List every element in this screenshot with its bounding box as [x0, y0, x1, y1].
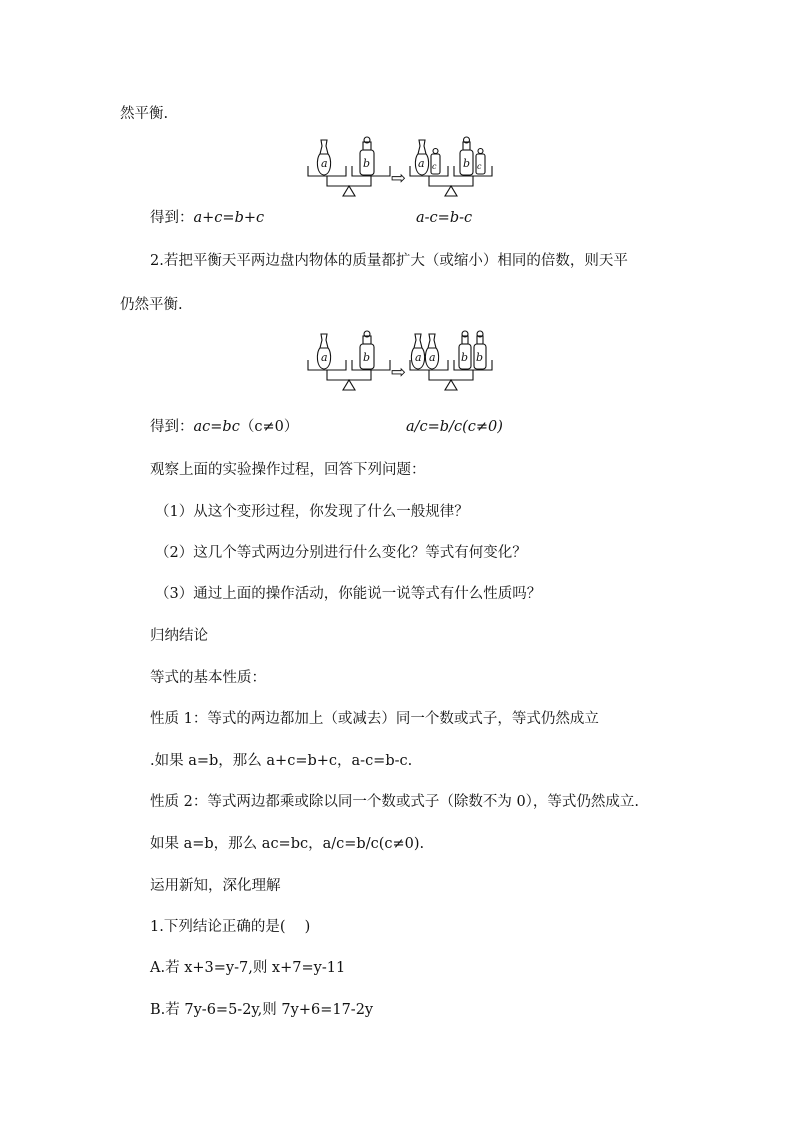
balance-figure-addition — [300, 132, 500, 208]
section-heading: 归纳结论 — [150, 628, 208, 644]
text-line: 2.若把平衡天平两边盘内物体的质量都扩大（或缩小）相同的倍数，则天平 — [150, 253, 628, 269]
property-1: 性质 1：等式的两边都加上（或减去）同一个数或式子，等式仍然成立 — [150, 711, 599, 727]
text-line: 然平衡. — [120, 106, 169, 122]
equation-divide: a/c=b/c(c≠0) — [406, 419, 503, 435]
label-a: a — [321, 157, 328, 170]
equation-subtract: a-c=b-c — [416, 210, 473, 226]
question-2: （2）这几个等式两边分别进行什么变化？等式有何变化？ — [155, 545, 527, 561]
property-2: 性质 2：等式两边都乘或除以同一个数或式子（除数不为 0），等式仍然成立. — [150, 794, 640, 810]
label-c: c — [432, 162, 437, 171]
balance-figure-multiply — [300, 326, 500, 402]
label-b: b — [363, 351, 371, 364]
label-b: b — [463, 157, 471, 170]
text-line: 仍然平衡. — [120, 297, 183, 313]
label-a: a — [418, 157, 425, 170]
label-b: b — [461, 351, 469, 364]
label-b: b — [363, 157, 371, 170]
property-2-example: 如果 a=b，那么 ac=bc，a/c=b/c(c≠0). — [150, 836, 425, 852]
text-line: 观察上面的实验操作过程，回答下列问题： — [150, 462, 426, 478]
option-b: B.若 7y-6=5-2y,则 7y+6=17-2y — [150, 1002, 374, 1018]
exercise-question: 1.下列结论正确的是( ) — [150, 919, 311, 935]
question-1: （1）从这个变形过程，你发现了什么一般规律？ — [155, 504, 469, 520]
result-line-2 — [150, 417, 298, 437]
option-a: A.若 x+3=y-7,则 x+7=y-11 — [150, 960, 346, 976]
equation-multiply: ac=bc — [193, 419, 240, 435]
arrow-icon: ⇨ — [391, 362, 407, 383]
subheading: 等式的基本性质： — [150, 670, 266, 686]
equation-add: a+c=b+c — [193, 210, 265, 226]
result-prefix: 得到： — [150, 419, 194, 435]
result-line-1 — [150, 208, 264, 228]
label-c: c — [477, 162, 482, 171]
result-prefix: 得到： — [150, 210, 194, 226]
label-a: a — [415, 351, 422, 364]
label-a: a — [429, 351, 436, 364]
arrow-icon: ⇨ — [391, 168, 407, 189]
question-3: （3）通过上面的操作活动，你能说一说等式有什么性质吗？ — [155, 586, 542, 602]
property-1-example: .如果 a=b，那么 a+c=b+c，a-c=b-c. — [150, 753, 413, 769]
label-a: a — [321, 351, 328, 364]
label-b: b — [476, 351, 484, 364]
condition: （c≠0） — [239, 419, 299, 435]
section-heading: 运用新知，深化理解 — [150, 878, 281, 894]
